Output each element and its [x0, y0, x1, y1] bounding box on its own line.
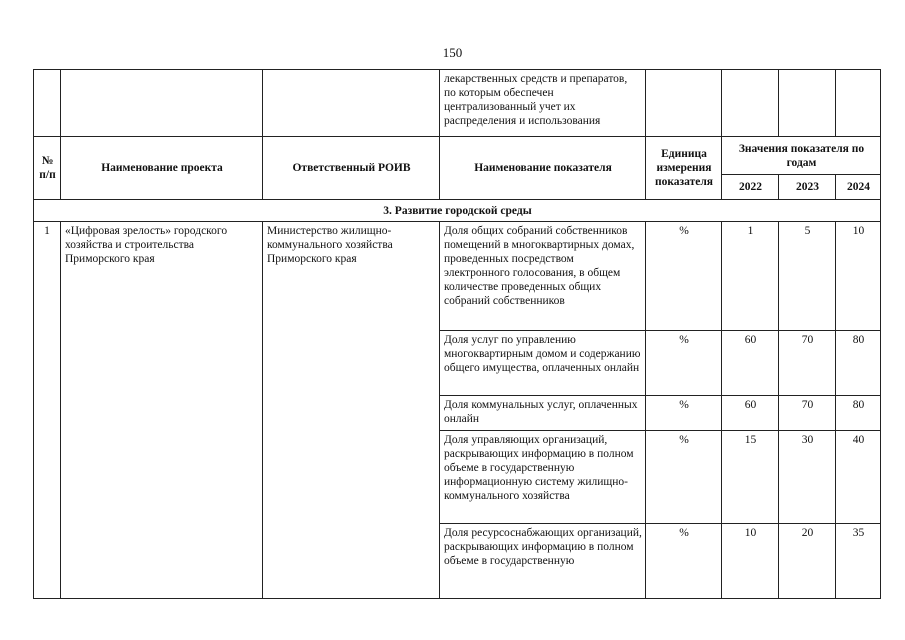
value-2024: 35: [836, 524, 881, 599]
header-year-2023: 2023: [779, 175, 836, 200]
value-2022: 15: [722, 431, 779, 524]
value-2023: 30: [779, 431, 836, 524]
value-2024: 80: [836, 331, 881, 396]
value-2022: 1: [722, 222, 779, 331]
cont-2022-cell: [722, 70, 779, 137]
table-row: [34, 222, 881, 331]
value-2023: 20: [779, 524, 836, 599]
cont-project-cell: [61, 70, 263, 137]
header-unit: Единица измерения показателя: [646, 137, 722, 200]
header-row: [34, 137, 881, 175]
header-project: Наименование проекта: [61, 137, 263, 200]
cont-no-cell: [34, 70, 61, 137]
indicator-name: Доля общих собраний собственников помещений в многоквартирных домах, проведенных посредством электронного голосования, в общем количестве проведенных общих собраний собственников: [440, 222, 646, 331]
cont-roiv-cell: [263, 70, 440, 137]
value-2024: 80: [836, 396, 881, 431]
header-values-group: Значения показателя по годам: [722, 137, 881, 175]
indicator-unit: %: [646, 524, 722, 599]
value-2024: 40: [836, 431, 881, 524]
indicator-name: Доля ресурсоснабжающих организаций, раскрывающих информацию в полном объеме в государственную: [440, 524, 646, 599]
value-2022: 60: [722, 331, 779, 396]
indicator-unit: %: [646, 396, 722, 431]
indicator-name: Доля услуг по управлению многоквартирным домом и содержанию общего имущества, оплаченных онлайн: [440, 331, 646, 396]
cont-2024-cell: [836, 70, 881, 137]
value-2024: 10: [836, 222, 881, 331]
section-row: [34, 200, 881, 222]
indicator-unit: %: [646, 331, 722, 396]
value-2023: 5: [779, 222, 836, 331]
indicator-unit: %: [646, 431, 722, 524]
header-no: № п/п: [34, 137, 61, 200]
section-title: 3. Развитие городской среды: [34, 200, 881, 222]
indicators-table: [33, 69, 881, 599]
row-number: 1: [34, 222, 61, 599]
cont-unit-cell: [646, 70, 722, 137]
project-name: «Цифровая зрелость» городского хозяйства и строительства Приморского края: [61, 222, 263, 599]
continuation-row: [34, 70, 881, 137]
value-2022: 10: [722, 524, 779, 599]
header-roiv: Ответственный РОИВ: [263, 137, 440, 200]
responsible-roiv: Министерство жилищно-коммунального хозяйства Приморского края: [263, 222, 440, 599]
header-indicator: Наименование показателя: [440, 137, 646, 200]
indicator-name: Доля коммунальных услуг, оплаченных онлайн: [440, 396, 646, 431]
indicator-name: Доля управляющих организаций, раскрывающих информацию в полном объеме в государственную информационную систему жилищно-коммунального хозяйства: [440, 431, 646, 524]
header-year-2024: 2024: [836, 175, 881, 200]
cont-indicator-cell: лекарственных средств и препаратов, по которым обеспечен централизованный учет их распределения и использования: [440, 70, 646, 137]
indicator-unit: %: [646, 222, 722, 331]
cont-2023-cell: [779, 70, 836, 137]
page-number: 150: [442, 45, 463, 60]
value-2023: 70: [779, 396, 836, 431]
value-2023: 70: [779, 331, 836, 396]
header-year-2022: 2022: [722, 175, 779, 200]
value-2022: 60: [722, 396, 779, 431]
